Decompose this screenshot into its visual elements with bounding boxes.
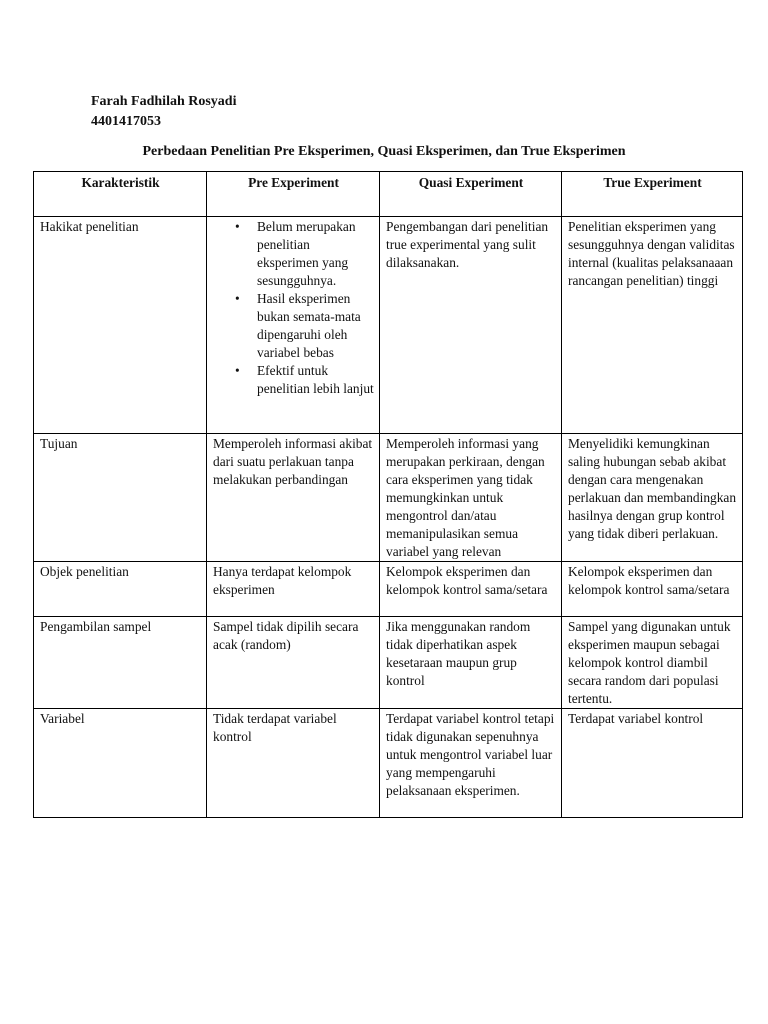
row-label: Tujuan <box>34 434 207 562</box>
quasi-experiment-cell: Memperoleh informasi yang merupakan perkiraan, dengan cara eksperimen yang tidak memungkinkan untuk mengontrol dan/atau memanipulasikan semua variabel yang relevan <box>380 434 562 562</box>
pre-experiment-cell: Tidak terdapat variabel kontrol <box>207 709 380 818</box>
pre-experiment-cell: Sampel tidak dipilih secara acak (random) <box>207 617 380 709</box>
student-id: 4401417053 <box>91 114 161 129</box>
table-row <box>34 434 743 562</box>
bullet-text: Efektif untuk penelitian lebih lanjut <box>257 363 374 396</box>
bullet-text: Hasil eksperimen bukan semata-mata dipengaruhi oleh variabel bebas <box>257 291 361 360</box>
table-header-row <box>34 172 743 217</box>
bullet-icon: • <box>235 291 240 306</box>
true-experiment-cell: Kelompok eksperimen dan kelompok kontrol sama/setara <box>562 562 743 617</box>
quasi-experiment-cell: Jika menggunakan random tidak diperhatikan aspek kesetaraan maupun grup kontrol <box>380 617 562 709</box>
header-pre-experiment: Pre Experiment <box>207 172 380 217</box>
table-row <box>34 562 743 617</box>
comparison-table <box>33 171 743 818</box>
list-item <box>235 290 374 362</box>
bullet-text: Belum merupakan penelitian eksperimen yang sesungguhnya. <box>257 219 356 288</box>
pre-experiment-cell <box>207 217 380 434</box>
true-experiment-cell: Menyelidiki kemungkinan saling hubungan sebab akibat dengan cara mengenakan perlakuan dan membandingkan hasilnya dengan grup kontrol yang tidak diberi perlakuan. <box>562 434 743 562</box>
quasi-experiment-cell: Kelompok eksperimen dan kelompok kontrol sama/setara <box>380 562 562 617</box>
table-row <box>34 709 743 818</box>
list-item <box>235 362 374 398</box>
row-label: Objek penelitian <box>34 562 207 617</box>
quasi-experiment-cell: Pengembangan dari penelitian true experimental yang sulit dilaksanakan. <box>380 217 562 434</box>
quasi-experiment-cell: Terdapat variabel kontrol tetapi tidak digunakan sepenuhnya untuk mengontrol variabel luar yang mempengaruhi pelaksanaan eksperimen. <box>380 709 562 818</box>
row-label: Hakikat penelitian <box>34 217 207 434</box>
true-experiment-cell: Penelitian eksperimen yang sesungguhnya dengan validitas internal (kualitas pelaksanaaan rancangan penelitian) tinggi <box>562 217 743 434</box>
pre-experiment-cell: Hanya terdapat kelompok eksperimen <box>207 562 380 617</box>
table-row <box>34 217 743 434</box>
row-label: Pengambilan sampel <box>34 617 207 709</box>
pre-experiment-cell: Memperoleh informasi akibat dari suatu perlakuan tanpa melakukan perbandingan <box>207 434 380 562</box>
header-quasi-experiment: Quasi Experiment <box>380 172 562 217</box>
bullet-list <box>213 218 374 398</box>
true-experiment-cell: Terdapat variabel kontrol <box>562 709 743 818</box>
list-item <box>235 218 374 290</box>
row-label: Variabel <box>34 709 207 818</box>
bullet-icon: • <box>235 219 240 234</box>
bullet-icon: • <box>235 363 240 378</box>
document-title: Perbedaan Penelitian Pre Eksperimen, Quasi Eksperimen, dan True Eksperimen <box>142 144 626 159</box>
header-karakteristik: Karakteristik <box>34 172 207 217</box>
header-true-experiment: True Experiment <box>562 172 743 217</box>
true-experiment-cell: Sampel yang digunakan untuk eksperimen maupun sebagai kelompok kontrol diambil secara random dari populasi tertentu. <box>562 617 743 709</box>
table-row <box>34 617 743 709</box>
author-name: Farah Fadhilah Rosyadi <box>91 94 237 109</box>
